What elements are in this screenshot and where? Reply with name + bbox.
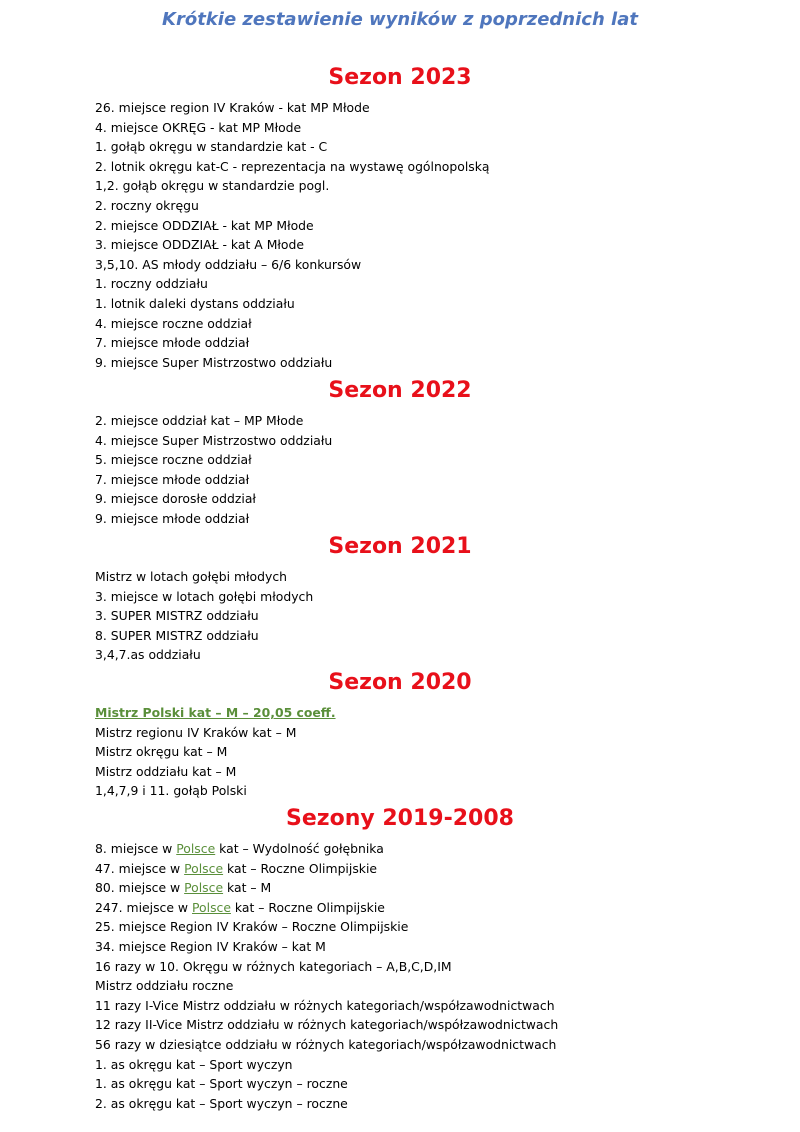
list-item: 1,4,7,9 i 11. gołąb Polski — [95, 783, 247, 799]
item-text: 47. miejsce w — [95, 860, 185, 876]
list-item: 1. as okręgu kat – Sport wyczyn — [95, 1056, 293, 1072]
list-item: 11 razy I-Vice Mistrz oddziału w różnych kategoriach/współzawodnictwach — [95, 997, 555, 1013]
list-item: 4. miejsce OKRĘG - kat MP Młode — [95, 119, 302, 135]
list-item: 7. miejsce młode oddział — [95, 335, 250, 351]
item-text: kat – Wydolność gołębnika — [215, 841, 384, 856]
list-item: 7. miejsce młode oddział — [95, 471, 250, 487]
list-item: Mistrz regionu IV Kraków kat – M — [95, 724, 297, 740]
list-item: Mistrz oddziału roczne — [95, 978, 234, 994]
item-text: 80. miejsce w — [95, 880, 185, 896]
list-item: 56 razy w dziesiątce oddziału w różnych kategoriach/współzawodnictwach — [95, 1036, 557, 1052]
polsce-link[interactable]: Polsce — [176, 841, 216, 856]
item-text: kat – M — [223, 880, 272, 896]
list-item: 1. roczny oddziału — [95, 276, 208, 292]
list-item: 1,2. gołąb okręgu w standardzie pogl. — [95, 178, 330, 194]
mistrz-polski-highlight: Mistrz Polski kat – M – 20,05 coeff. — [95, 705, 336, 720]
polsce-link[interactable]: Polsce — [184, 860, 224, 876]
polsce-link[interactable]: Polsce — [192, 899, 231, 915]
season-2021-heading: Sezon 2021 — [328, 534, 472, 559]
list-item: 4. miejsce Super Mistrzostwo oddziału — [95, 432, 333, 448]
list-item: 3,4,7.as oddziału — [95, 647, 201, 663]
season-2023-heading: Sezon 2023 — [328, 65, 472, 90]
season-2021-list — [95, 567, 313, 665]
list-item: 4. miejsce roczne oddział — [95, 315, 252, 331]
list-item: 8. SUPER MISTRZ oddziału — [95, 627, 259, 643]
list-item — [95, 878, 558, 898]
item-text: kat – Roczne Olimpijskie — [230, 899, 385, 915]
season-2022-list — [95, 411, 332, 529]
season-2019-2008-list — [95, 839, 558, 1113]
list-item: 2. as okręgu kat – Sport wyczyn – roczne — [95, 1095, 348, 1111]
item-text: 247. miejsce w — [95, 899, 193, 915]
list-item: Mistrz w lotach gołębi młodych — [95, 569, 288, 584]
list-item: 3. SUPER MISTRZ oddziału — [95, 608, 259, 624]
list-item: 3. miejsce ODDZIAŁ - kat A Młode — [95, 237, 304, 253]
list-item — [95, 898, 558, 918]
season-2023-list — [95, 98, 490, 372]
list-item: 3,5,10. AS młody oddziału – 6/6 konkursów — [95, 256, 362, 272]
list-item: 9. miejsce dorosłe oddział — [95, 491, 256, 507]
list-item: Mistrz oddziału kat – M — [95, 763, 237, 779]
season-2019-2008-heading: Sezony 2019-2008 — [286, 806, 514, 831]
season-2020-heading: Sezon 2020 — [328, 670, 472, 695]
list-item: 3. miejsce w lotach gołębi młodych — [95, 588, 314, 604]
list-item: 9. miejsce młode oddział — [95, 510, 250, 526]
list-item: 2. lotnik okręgu kat-C - reprezentacja na wystawę ogólnopolską — [95, 158, 490, 174]
document-title: Krótkie zestawienie wyników z poprzednich lat — [162, 9, 638, 30]
list-item: 12 razy II-Vice Mistrz oddziału w różnych kategoriach/współzawodnictwach — [95, 1017, 559, 1033]
list-item: 5. miejsce roczne oddział — [95, 452, 252, 468]
list-item: 26. miejsce region IV Kraków - kat MP Młode — [95, 100, 370, 115]
list-item: 2. miejsce ODDZIAŁ - kat MP Młode — [95, 217, 314, 233]
item-text: kat – Roczne Olimpijskie — [223, 860, 378, 876]
polsce-link[interactable]: Polsce — [184, 880, 224, 896]
list-item: 34. miejsce Region IV Kraków – kat M — [95, 938, 326, 954]
item-text: 8. miejsce w — [95, 841, 177, 856]
list-item: 9. miejsce Super Mistrzostwo oddziału — [95, 354, 333, 370]
list-item: 16 razy w 10. Okręgu w różnych kategoriach – A,B,C,D,IM — [95, 958, 452, 974]
list-item: 1. gołąb okręgu w standardzie kat - C — [95, 139, 328, 155]
list-item: 1. as okręgu kat – Sport wyczyn – roczne — [95, 1076, 348, 1092]
list-item: Mistrz okręgu kat – M — [95, 744, 228, 760]
list-item: 1. lotnik daleki dystans oddziału — [95, 295, 295, 311]
list-item: 2. roczny okręgu — [95, 197, 199, 213]
list-item: 25. miejsce Region IV Kraków – Roczne Olimpijskie — [95, 919, 409, 935]
list-item — [95, 859, 558, 879]
season-2020-list — [95, 703, 336, 801]
season-2022-heading: Sezon 2022 — [328, 378, 472, 403]
list-item — [95, 839, 558, 859]
list-item: 2. miejsce oddział kat – MP Młode — [95, 413, 304, 428]
